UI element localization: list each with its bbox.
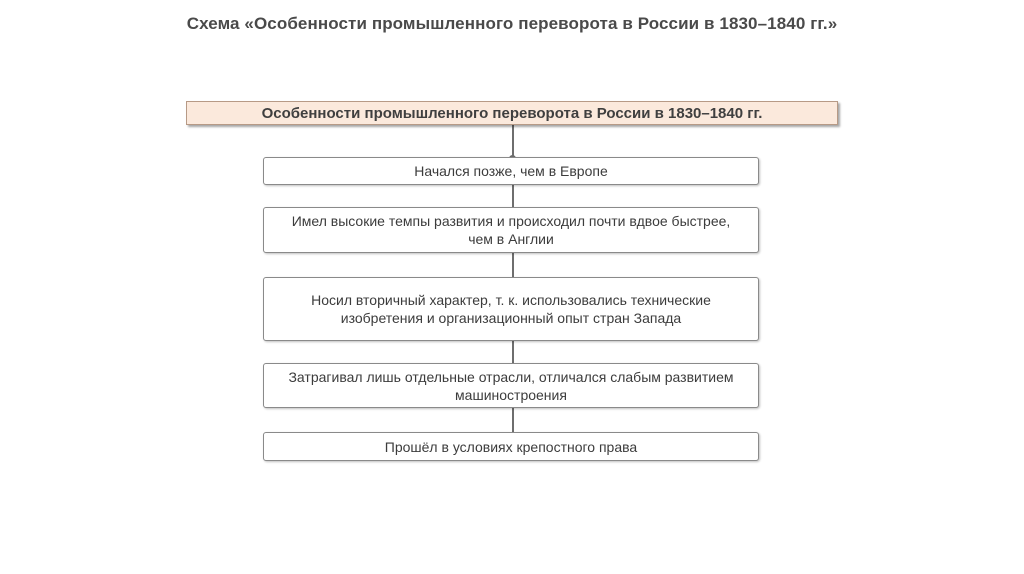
diagram-node-label: Начался позже, чем в Европе: [414, 163, 608, 179]
connector-line: [512, 408, 514, 432]
diagram-root-label: Особенности промышленного переворота в России в 1830–1840 гг.: [261, 104, 763, 122]
diagram-node-label: Имел высокие темпы развития и происходил почти вдвое быстрее, чем в Англии: [291, 213, 731, 247]
connector-line: [512, 253, 514, 277]
diagram-node: [263, 277, 759, 341]
connector-line: [512, 125, 514, 157]
diagram-node-label: Прошёл в условиях крепостного права: [384, 438, 638, 455]
connector-line: [512, 341, 514, 363]
diagram-node: [263, 432, 759, 461]
diagram-root-box: [186, 101, 838, 125]
connector-line: [512, 185, 514, 207]
diagram-node-label: Затрагивал лишь отдельные отрасли, отличался слабым развитием машиностроения: [288, 368, 734, 403]
diagram-node: [263, 157, 759, 185]
diagram-node-label: Носил вторичный характер, т. к. использовались технические изобретения и организационный опыт стран Запада: [311, 292, 711, 326]
diagram-node: [263, 363, 759, 408]
diagram-node: [263, 207, 759, 253]
page-title: Схема «Особенности промышленного переворота в России в 1830–1840 гг.»: [186, 14, 838, 33]
